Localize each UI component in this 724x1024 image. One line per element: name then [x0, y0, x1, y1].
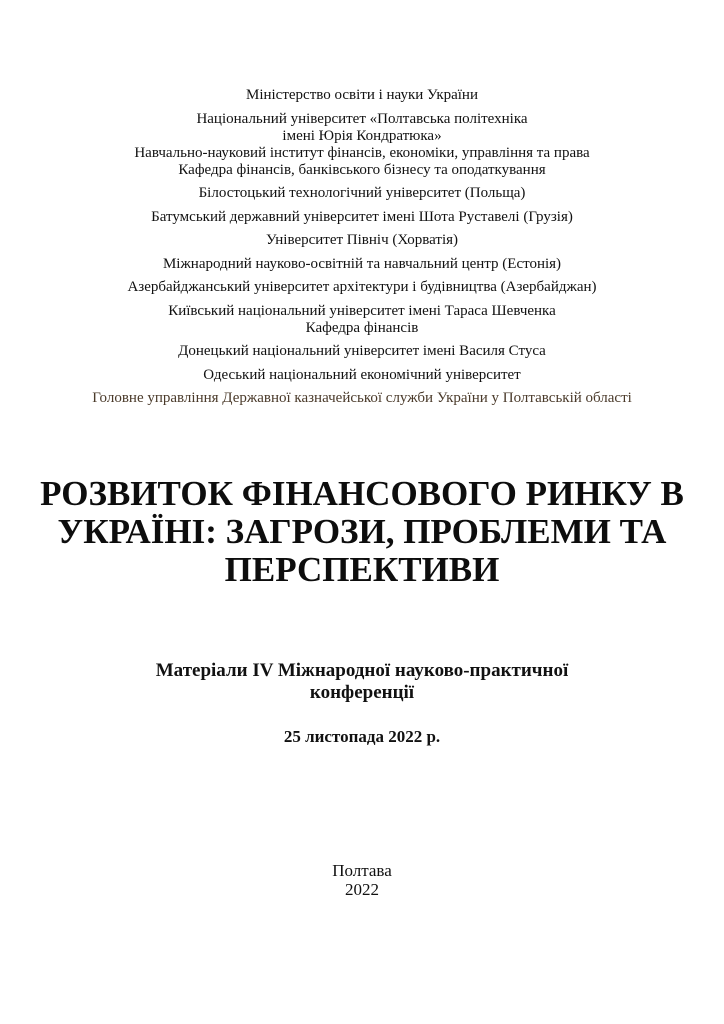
- year: 2022: [345, 880, 379, 899]
- org-poltava-polytechnic: [0, 111, 724, 179]
- document-title: [0, 475, 724, 589]
- title-line: УКРАЇНІ: ЗАГРОЗИ, ПРОБЛЕМИ ТА: [57, 512, 667, 551]
- document-subtitle: [0, 660, 724, 704]
- org-line: Батумський державний університет імені Шота Руставелі (Грузія): [151, 208, 573, 225]
- org-line: імені Юрія Кондратюка»: [282, 127, 442, 144]
- org-line: Донецький національний університет імені Василя Стуса: [178, 343, 546, 359]
- org-line: Національний університет «Полтавська політехніка: [196, 110, 528, 127]
- org-line: Азербайджанський університет архітектури і будівництва (Азербайджан): [127, 279, 597, 295]
- org-azerbaijan: [0, 279, 724, 296]
- conference-date: 25 листопада 2022 р.: [283, 727, 441, 746]
- org-line: Міжнародний науково-освітній та навчальний центр (Естонія): [162, 255, 562, 272]
- org-line: Білостоцький технологічний університет (Польща): [198, 185, 526, 201]
- org-ministry: [0, 87, 724, 104]
- org-estonia-center: [0, 256, 724, 273]
- org-donetsk-stus: [0, 343, 724, 360]
- org-bialystok: [0, 185, 724, 202]
- org-line: Головне управління Державної казначейської служби України у Полтавській області: [92, 390, 632, 406]
- title-line: ПЕРСПЕКТИВИ: [224, 550, 500, 589]
- org-university-north: [0, 232, 724, 249]
- subtitle-line: Матеріали IV Міжнародної науково-практичної: [155, 660, 569, 681]
- org-line: Кафедра фінансів, банківського бізнесу та оподаткування: [178, 161, 546, 178]
- publication-place: [0, 861, 724, 899]
- org-line: Міністерство освіти і науки України: [245, 87, 478, 103]
- org-line: Університет Північ (Хорватія): [265, 232, 459, 248]
- org-batumi: [0, 209, 724, 226]
- org-line: Навчально-науковий інститут фінансів, економіки, управління та права: [134, 144, 590, 161]
- organizations-block: [0, 87, 724, 414]
- org-kyiv-shevchenko: [0, 303, 724, 337]
- org-odesa-economic: [0, 367, 724, 384]
- org-line: Кафедра фінансів: [305, 319, 419, 336]
- org-treasury-poltava: [0, 390, 724, 407]
- city: Полтава: [332, 861, 392, 880]
- org-line: Одеський національний економічний університет: [203, 366, 521, 383]
- org-line: Київський національний університет імені Тараса Шевченка: [168, 302, 556, 319]
- subtitle-line: конференції: [309, 682, 415, 703]
- title-line: РОЗВИТОК ФІНАНСОВОГО РИНКУ В: [40, 474, 684, 513]
